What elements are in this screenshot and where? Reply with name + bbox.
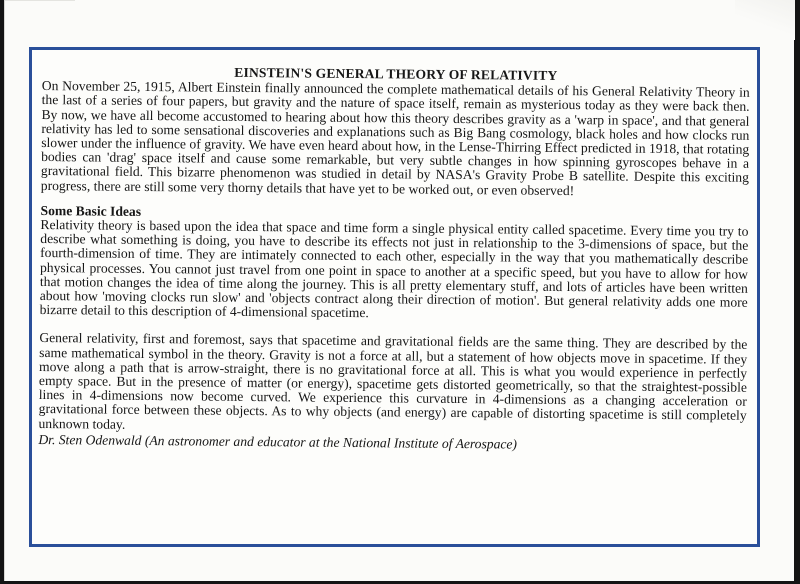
basic-ideas-paragraph: Relativity theory is based upon the idea that space and time form a single physical entity called spacetime. Every time you try to describe what something is doing, you have to describe its effects not just in relationship to the 3-dimensions of space, but the fourth-dimension of time. They are intimately connected to each other, especially in the way that you mathematically describe physical processes. You cannot just travel from one point in space to another at a specific speed, but you have to allow for how that motion changes the idea of time along the journey. This is all pretty elementary stuff, and lots of articles have been written about how 'moving clocks run slow' and 'objects contract along their direction of motion'. But general relativity adds one more bizarre detail to this description of 4-dimensional spacetime. xyxy=(39,217,749,321)
postcard xyxy=(4,0,794,581)
envelope-flap-right xyxy=(735,0,795,40)
author-attribution: Dr. Sten Odenwald (An astronomer and educator at the National Institute of Aerospace) xyxy=(38,431,518,452)
article-title: EINSTEIN'S GENERAL THEORY OF RELATIVITY xyxy=(234,64,558,83)
article-body xyxy=(38,64,750,454)
intro-paragraph: On November 25, 1915, Albert Einstein finally announced the complete mathematical details of his General Relativity Theory in the last of a series of four papers, but gravity and the nature of space itself, remain as mysterious today as they were back then. By now, we have all become accustomed to hearing about how this theory describes gravity as a 'warp in space', and that general relativity has led to some sensational discoveries and explanations such as Big Bang cosmology, black holes and how clocks run slower under the influence of gravity. We have even heard about how, in the Lense-Thirring Effect predicted in 1918, that rotating bodies can 'drag' space itself and cause some remarkable, but very subtle changes in how spinning gyroscopes behave in a gravitational field. This bizarre phenomenon was studied in detail by NASA's Gravity Probe B satellite. Despite this exciting progress, there are still some very thorny details that have yet to be worked out, or even observed! xyxy=(40,78,750,198)
text-frame xyxy=(29,47,760,547)
general-relativity-paragraph: General relativity, first and foremost, says that spacetime and gravitational fields are the same thing. They are described by the same mathematical symbol in the theory. Gravity is not a force at all, but a statement of how objects move in spacetime. If they move along a path that is arrow-straight, there is no gravitational force at all. This is what you would experience in perfectly empty space. But in the presence of matter (or energy), spacetime gets distorted geometrically, so that the straightest-possible lines in 4-dimensions now become curved. We experience this curvature in 4-dimensions as a changing acceleration or gravitational force between these objects. As to why objects (and energy) are capable of distorting spacetime is still completely unknown today. xyxy=(38,330,748,432)
envelope-flap-left xyxy=(5,0,75,31)
section-heading: Some Basic Ideas xyxy=(40,202,142,219)
